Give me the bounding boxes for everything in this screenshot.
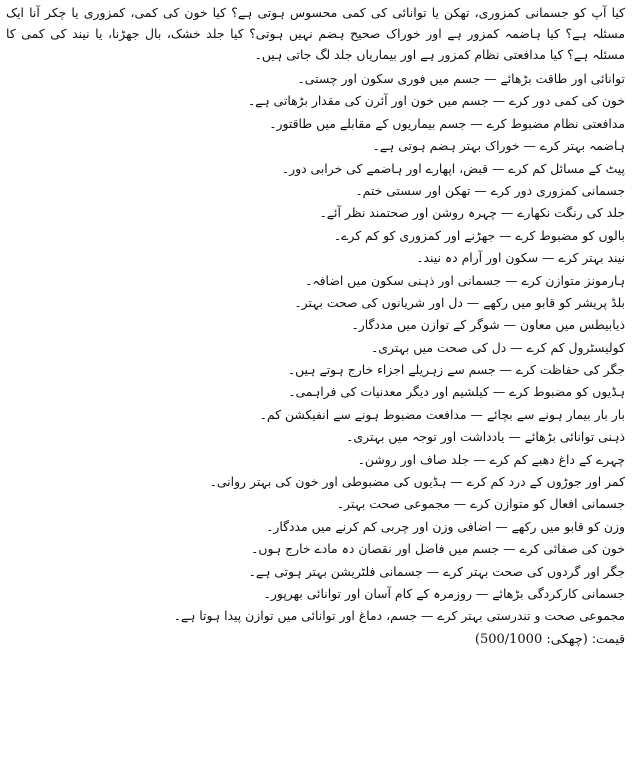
product-description xyxy=(6,2,625,650)
benefit-line: وزن کو قابو میں رکھے — اضافی وزن اور چربی کم کرنے میں مددگار۔ xyxy=(266,518,625,534)
benefit-line: ہارمونز متوازن کرے — جسمانی اور ذہنی سکون میں اضافہ۔ xyxy=(305,272,625,288)
benefit-line: جگر کی حفاظت کرے — جسم سے زہریلے اجزاء خارج ہوتے ہیں۔ xyxy=(287,362,625,378)
price-label: قیمت: xyxy=(591,630,625,646)
benefit-line: بلڈ پریشر کو قابو میں رکھے — دل اور شریانوں کی صحت بہتر۔ xyxy=(294,294,625,310)
benefit-line: خون کی صفائی کرے — جسم میں فاضل اور نقصان دہ مادے خارج ہوں۔ xyxy=(251,541,625,557)
benefit-line: بالوں کو مضبوط کرے — جھڑنے اور کمزوری کو کم کرے۔ xyxy=(333,227,625,243)
benefit-line: ذہنی توانائی بڑھائے — یادداشت اور توجہ میں بہتری۔ xyxy=(346,429,625,445)
benefit-line: خون کی کمی دور کرے — جسم میں خون اور آئرن کی مقدار بڑھاتی ہے۔ xyxy=(247,93,625,109)
benefit-line: جگر اور گردوں کی صحت بہتر کرے — جسمانی فلٹریشن بہتر ہوتی ہے۔ xyxy=(248,563,625,579)
benefit-line: توانائی اور طاقت بڑھائے — جسم میں فوری سکون اور چستی۔ xyxy=(297,71,625,86)
benefit-line: پیٹ کے مسائل کم کرے — قبض، اپھارے اور ہاضمے کی خرابی دور۔ xyxy=(281,160,625,176)
benefit-line: کولیسٹرول کم کرے — دل کی صحت میں بہتری۔ xyxy=(371,339,625,355)
benefit-line: نیند بہتر کرے — سکون اور آرام دہ نیند۔ xyxy=(416,250,625,266)
price-line xyxy=(6,628,625,650)
benefit-line: بار بار بیمار ہونے سے بچائے — مدافعت مضبوط ہونے سے انفیکشن کم۔ xyxy=(259,406,625,422)
benefit-line: جسمانی کارکردگی بڑھائے — روزمرہ کے کام آسان اور توانائی بھرپور۔ xyxy=(263,585,625,601)
benefit-line: ذیابیطس میں معاون — شوگر کے توازن میں مددگار۔ xyxy=(351,317,625,333)
benefit-line: کمر اور جوڑوں کے درد کم کرے — ہڈیوں کی مضبوطی اور خون کی بہتر روانی۔ xyxy=(209,474,625,490)
benefit-list xyxy=(6,68,625,628)
benefit-line: مجموعی صحت و تندرستی بہتر کرے — جسم، دماغ اور توانائی میں توازن پیدا ہوتا ہے۔ xyxy=(173,608,625,624)
benefit-line: جسمانی کمزوری دور کرے — تھکن اور سستی ختم۔ xyxy=(355,182,625,198)
intro-paragraph: کیا آپ کو جسمانی کمزوری، تھکن یا توانائی کی کمی محسوس ہوتی ہے؟ کیا خون کی کمی، کمزوری یا چکر آنا ایک مسئلہ ہے؟ کیا ہاضمہ کمزور ہے اور خوراک صحیح ہضم نہیں ہوتی؟ کیا جلد خشک، بال جھڑنا، یا نیند کی کمی کا مسئلہ ہے؟ کیا مدافعتی نظام کمزور ہے اور بیماریاں جلد لگ جاتی ہیں۔ xyxy=(6,5,625,62)
benefit-line: ہاضمہ بہتر کرے — خوراک بہتر ہضم ہوتی ہے۔ xyxy=(372,138,625,154)
price-value: (500/1000 :چھکی) xyxy=(474,631,588,647)
benefit-line: ہڈیوں کو مضبوط کرے — کیلشیم اور دیگر معدنیات کی فراہمی۔ xyxy=(288,384,625,400)
benefit-line: جسمانی افعال کو متوازن کرے — مجموعی صحت بہتر۔ xyxy=(336,496,625,512)
benefit-line: مدافعتی نظام مضبوط کرے — جسم بیماریوں کے مقابلے میں طاقتور۔ xyxy=(269,115,625,131)
benefit-line: چہرے کے داغ دھبے کم کرے — جلد صاف اور روشن۔ xyxy=(357,451,625,467)
benefit-line: جلد کی رنگت نکھارے — چہرہ روشن اور صحتمند نظر آئے۔ xyxy=(319,205,625,221)
